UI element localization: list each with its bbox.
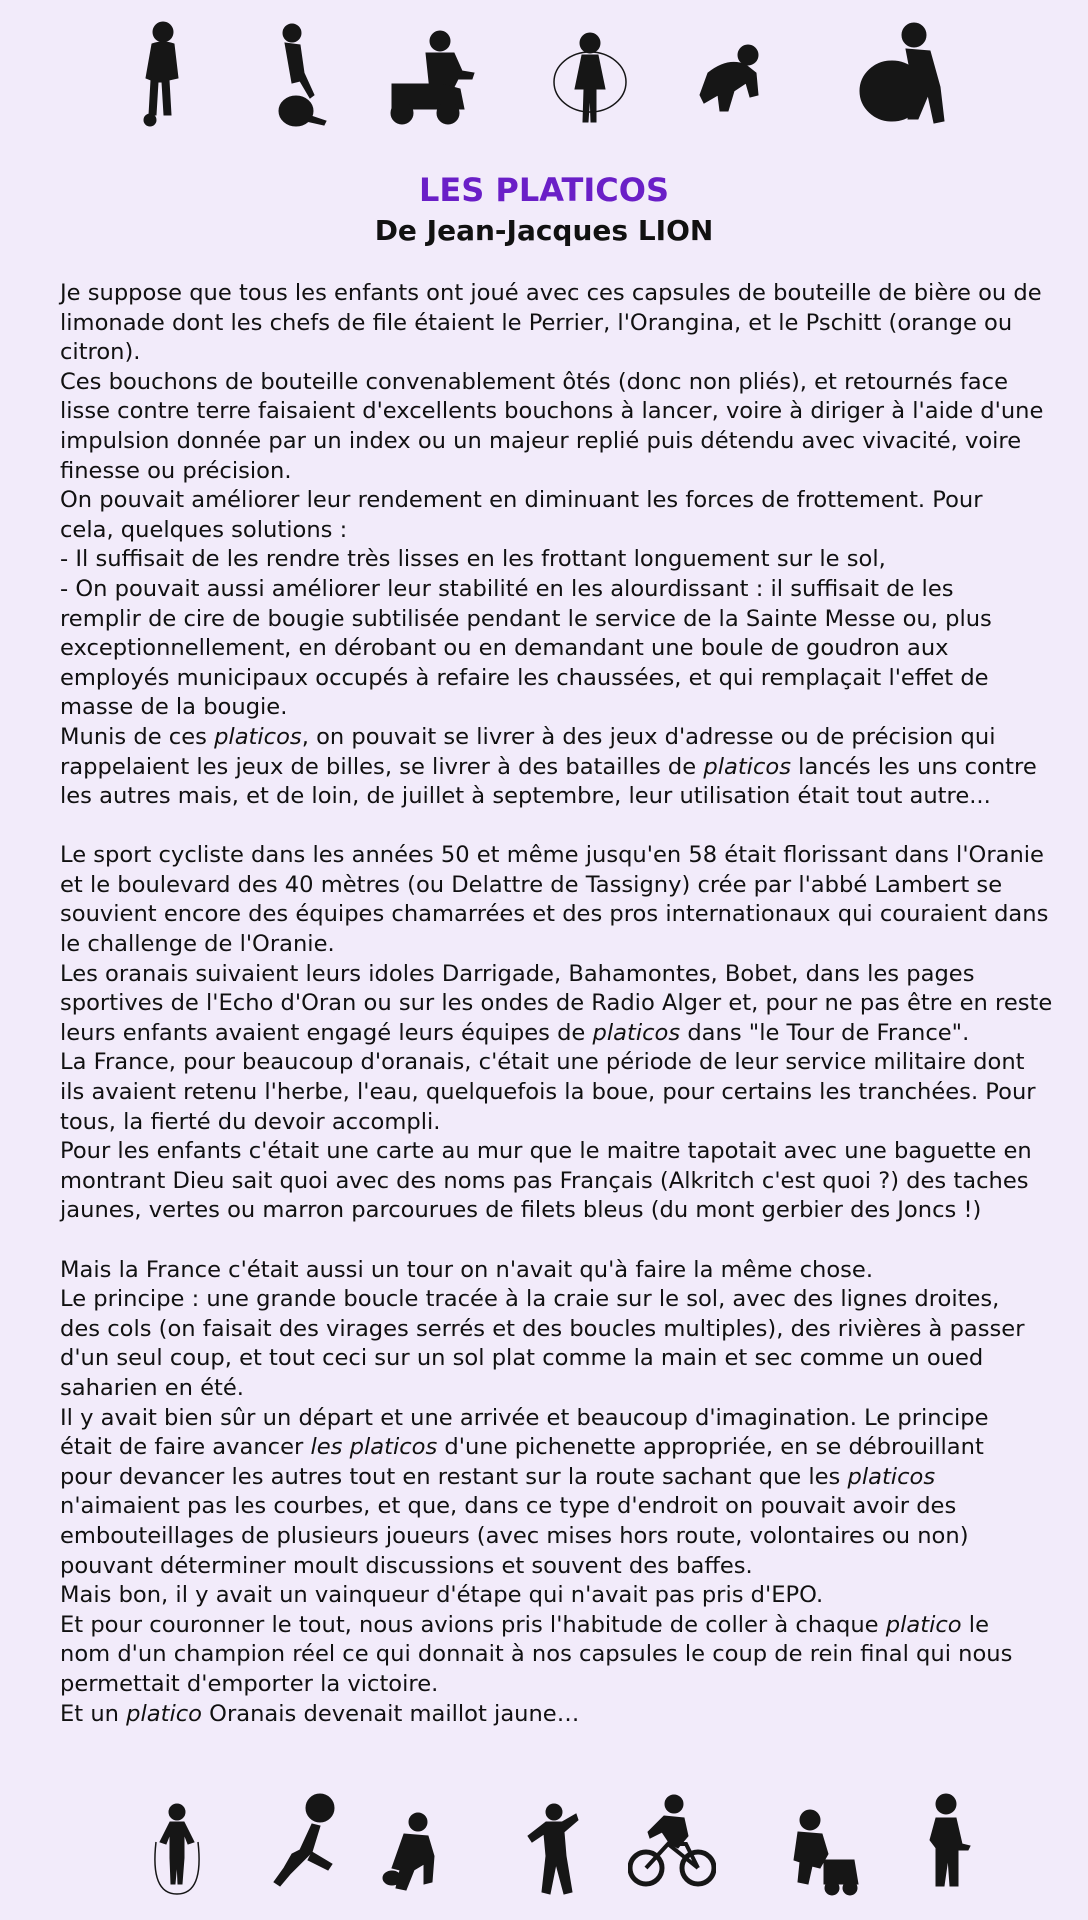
child-on-bicycle-icon [628,1792,716,1892]
author-subtitle: De Jean-Jacques LION [374,214,714,247]
text-segment: des cols (on faisait des virages serrés et des boucles multiples), des rivières à passer [60,1315,1025,1342]
article-line [60,1404,1038,1434]
article-line [60,279,1042,309]
text-segment: finesse ou précision. [60,457,292,484]
text-segment: limonade dont les chefs de file étaient le Perrier, l'Orangina, et le Pschitt (orange ou [60,309,1013,336]
child-on-toy-car-icon [382,29,477,127]
text-segment: montrant Dieu sait quoi avec des noms pas Français (Alkritch c'est quoi ?) des taches [60,1167,1029,1194]
article-line [60,1226,1038,1256]
baby-crawling-icon [698,43,768,115]
article-line [60,841,1044,871]
article-line [60,1700,1038,1730]
text-segment: d'une pichenette appropriée, en se débrouillant [437,1434,984,1461]
text-segment: n'aimaient pas les courbes, et que, dans ce type d'endroit on pouvait avoir des [60,1493,957,1520]
article-line [60,1196,1038,1226]
text-segment: La France, pour beaucoup d'oranais, c'était une période de leur service militaire dont [60,1049,1025,1076]
text-segment: cela, quelques solutions : [60,516,348,543]
article-line [60,1581,1038,1611]
article-line [60,693,1038,723]
text-segment: lancés les uns contre [790,753,1037,780]
text-segment: nom d'un champion réel ce qui donnait à nos capsules le coup de rein final qui nous [60,1641,1013,1668]
child-pushing-toy-car-icon [790,1808,860,1896]
article-line [60,605,1038,635]
text-segment: citron). [60,339,141,366]
text-segment: Pour les enfants c'était une carte au mur que le maitre tapotait avec une baguette en [60,1138,1032,1165]
article-line [60,1315,1038,1345]
page-title: LES PLATICOS [418,171,670,209]
article-line [60,575,1038,605]
italic-term: platicos [214,723,302,750]
text-segment: jaunes, vertes ou marron parcourues de filets bleus (du mont gerbier des Joncs !) [60,1197,982,1224]
text-segment: Le sport cycliste dans les années 50 et même jusqu'en 58 était florissant dans l'Oranie [60,842,1044,869]
article-line [60,1137,1038,1167]
text-segment: Les oranais suivaient leurs idoles Darrigade, Bahamontes, Bobet, dans les pages [60,960,975,987]
text-segment: les autres mais, et de loin, de juillet à septembre, leur utilisation était tout autre... [60,783,991,810]
article-line [60,900,1049,930]
text-segment: employés municipaux occupés à refaire les chaussées, et qui remplaçait l'effet de [60,664,989,691]
text-segment: souvient encore des équipes chamarrées et des pros internationaux qui couraient dans [60,901,1049,928]
text-segment: et le boulevard des 40 mètres (ou Delattre de Tassigny) crée par l'abbé Lambert se [60,871,1003,898]
article-line [60,1078,1038,1108]
text-segment: le [961,1611,989,1638]
article-line [60,753,1038,783]
text-segment: Le principe : une grande boucle tracée à la craie sur le sol, avec des lignes droites, [60,1286,1000,1313]
italic-term: platicos [703,753,791,780]
article-line [60,1374,1038,1404]
text-segment: masse de la bougie. [60,694,288,721]
text-segment: pouvant déterminer moult discussions et souvent des baffes. [60,1552,753,1579]
article-line [60,1640,1038,1670]
bottom-decoration-row [0,1780,1088,1900]
article-line [60,545,1038,575]
article-line [60,782,1038,812]
article-line [60,723,1038,753]
text-segment: ils avaient retenu l'herbe, l'eau, quelquefois la boue, pour certains les tranchées. Pour [60,1079,1036,1106]
text-segment: Je suppose que tous les enfants ont joué avec ces capsules de bouteille de bière ou de [60,280,1042,306]
article-line [60,427,1038,457]
text-segment: On pouvait améliorer leur rendement en diminuant les forces de frottement. Pour [60,487,983,514]
article-line [60,1670,1038,1700]
text-segment: lisse contre terre faisaient d'excellents bouchons à lancer, voire à diriger à l'aide d'une [60,398,1044,425]
text-segment: rappelaient les jeux de billes, se livrer à des batailles de [60,753,704,780]
text-segment: Mais bon, il y avait un vainqueur d'étape qui n'avait pas pris d'EPO. [60,1582,824,1609]
article-line [60,664,1038,694]
child-with-big-ball-icon [856,21,951,129]
text-segment: Il y avait bien sûr un départ et une arrivée et beaucoup d'imagination. Le principe [60,1404,989,1431]
article-body [60,279,1053,1729]
text-segment: , on pouvait se livrer à des jeux d'adresse ou de précision qui [301,723,996,750]
text-segment: permettait d'emporter la victoire. [60,1670,439,1697]
child-with-hoop-icon [550,27,630,127]
article-line [60,368,1038,398]
article-line [60,1463,1038,1493]
italic-term: platicos [592,1019,681,1046]
child-on-hopper-ball-icon [270,23,330,131]
text-segment: - Il suffisait de les rendre très lisses en les frottant longuement sur le sol, [60,546,886,573]
top-decoration-row [0,15,1088,135]
text-segment: Et pour couronner le tout, nous avions pris l'habitude de coller à chaque [60,1611,886,1638]
text-segment: tous, la fierté du devoir accompli. [60,1108,441,1135]
text-segment: exceptionnellement, en dérobant ou en demandant une boule de goudron aux [60,635,949,662]
italic-term: platico [885,1611,962,1638]
text-segment: Et un [60,1700,127,1727]
article-line [60,486,1038,516]
article-line [60,1167,1038,1197]
article-line [60,1256,1038,1286]
article-line [60,1108,1038,1138]
article-line [60,457,1038,487]
article-line [60,1552,1038,1582]
article-line [60,1019,1038,1049]
article-line [60,1285,1038,1315]
child-swinging-icon [272,1792,338,1888]
text-segment: pour devancer les autres tout en restant sur la route sachant que les [60,1463,848,1490]
text-segment: sportives de l'Echo d'Oran ou sur les ondes de Radio Alger et, pour ne pas être en reste [60,990,1053,1017]
child-standing-icon [922,1792,974,1892]
text-segment: Munis de ces [60,723,215,750]
text-segment: dans "le Tour de France". [680,1019,970,1046]
article-line [60,1611,1038,1641]
text-segment: le challenge de l'Oranie. [60,931,335,958]
child-running-ball-icon [138,20,188,130]
article-line [60,812,1038,842]
article-line [60,960,1038,990]
article-line [60,1522,1038,1552]
article-line [60,930,1038,960]
text-segment: Ces bouchons de bouteille convenablement ôtés (donc non pliés), et retournés face [60,368,1008,395]
child-dancing-icon [526,1802,582,1898]
text-segment: Oranais devenait maillot jaune… [202,1700,580,1727]
italic-term: platico [126,1700,202,1727]
text-segment: saharien en été. [60,1374,244,1401]
text-segment: Mais la France c'était aussi un tour on n'avait qu'à faire la même chose. [60,1256,874,1283]
article-line [60,989,1053,1019]
italic-term: les platicos [310,1434,438,1461]
article-line [60,1344,1038,1374]
text-segment: leurs enfants avaient engagé leurs équipes de [60,1019,593,1046]
text-segment: d'un seul coup, et tout ceci sur un sol plat comme la main et sec comme un oued [60,1345,984,1372]
text-segment: remplir de cire de bougie subtilisée pendant le service de la Sainte Messe ou, plus [60,605,992,632]
text-segment: - On pouvait aussi améliorer leur stabilité en les alourdissant : il suffisait de les [60,575,954,602]
article-line [60,1492,1038,1522]
article-line [60,1048,1038,1078]
child-jumping-rope-icon [150,1802,204,1898]
article-line [60,871,1038,901]
article-line [60,516,1038,546]
article-line [60,1433,1038,1463]
italic-term: platicos [847,1463,936,1490]
text-segment: était de faire avancer [60,1434,311,1461]
child-playing-ball-icon [382,1812,442,1898]
text-segment: impulsion donnée par un index ou un majeur replié puis détendu avec vivacité, voire [60,427,1022,454]
article-line [60,338,1038,368]
article-line [60,634,1038,664]
text-segment: embouteillages de plusieurs joueurs (avec mises hors route, volontaires ou non) [60,1522,969,1549]
article-line [60,397,1044,427]
article-line [60,309,1038,339]
